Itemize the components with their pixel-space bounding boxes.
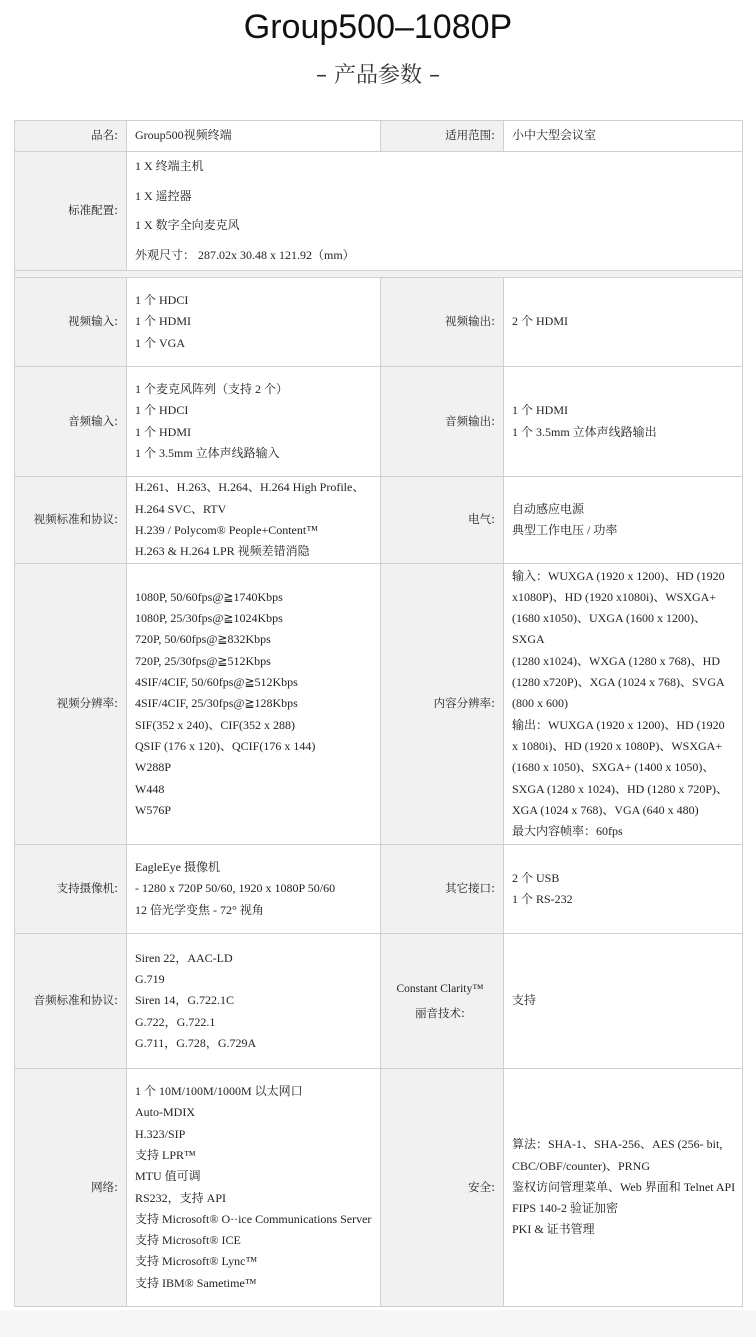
clarity-label-line: 丽音技术: bbox=[415, 1006, 465, 1020]
spec-line: 自动感应电源 bbox=[512, 501, 585, 516]
spec-line: (1680 x1050)、UXGA (1600 x 1200)、SXGA bbox=[512, 611, 706, 647]
spec-line: (800 x 600) bbox=[512, 696, 568, 711]
audio-input-value bbox=[127, 367, 381, 477]
spec-line: (1680 x 1050)、SXGA+ (1400 x 1050)、 bbox=[512, 760, 715, 775]
video-resolution-value bbox=[127, 564, 381, 845]
spec-line: H.239 / Polycom® People+Content™ bbox=[135, 523, 318, 537]
spec-line: QSIF (176 x 120)、QCIF(176 x 144) bbox=[135, 738, 316, 753]
spec-line: 支持 IBM® Sametime™ bbox=[135, 1275, 257, 1290]
spec-line: H.264 SVC、RTV bbox=[135, 501, 227, 516]
other-ports-value bbox=[504, 845, 743, 934]
spec-row bbox=[15, 477, 743, 564]
camera-label: 支持摄像机: bbox=[15, 845, 127, 934]
spec-line: SIF(352 x 240)、CIF(352 x 288) bbox=[135, 717, 296, 732]
spec-line: 1080P, 25/30fps@≧1024Kbps bbox=[135, 611, 283, 626]
spec-line: 4SIF/4CIF, 25/30fps@≧128Kbps bbox=[135, 696, 298, 711]
spec-line: 1080P, 50/60fps@≧1740Kbps bbox=[135, 589, 283, 604]
camera-value bbox=[127, 845, 381, 934]
spec-row bbox=[15, 564, 743, 845]
audio-output-value bbox=[504, 367, 743, 477]
clarity-label bbox=[381, 934, 504, 1069]
spec-line: XGA (1024 x 768)、VGA (640 x 480) bbox=[512, 802, 699, 817]
standard-config-value bbox=[127, 152, 743, 271]
spec-line: 1 个 3.5mm 立体声线路输入 bbox=[135, 445, 280, 460]
spec-line: RS232，支持 API bbox=[135, 1190, 227, 1205]
spec-line: PKI & 证书管理 bbox=[512, 1222, 595, 1237]
spec-line: 鉴权访问管理菜单、Web 界面和 Telnet API bbox=[512, 1179, 736, 1194]
spec-line: 1 个 3.5mm 立体声线路输出 bbox=[512, 424, 657, 439]
spec-table bbox=[14, 120, 743, 1307]
audio-standards-value bbox=[127, 934, 381, 1069]
spec-line: 1 个 HDMI bbox=[135, 424, 191, 439]
spec-line: 支持 Microsoft® Lync™ bbox=[135, 1254, 258, 1269]
video-input-value bbox=[127, 278, 381, 367]
content-resolution-value bbox=[504, 564, 743, 845]
spec-line: W448 bbox=[135, 781, 165, 796]
spec-line: 算法：SHA-1、SHA-256、AES (256- bit, bbox=[512, 1137, 723, 1152]
spec-line: x1080P)、HD (1920 x1080i)、WSXGA+ bbox=[512, 589, 717, 604]
spec-line: 支持 LPR™ bbox=[135, 1147, 196, 1162]
config-line: 1 X 终端主机 bbox=[135, 159, 204, 173]
spec-line: G.711，G.728，G.729A bbox=[135, 1035, 257, 1050]
spec-line: 1 个 RS-232 bbox=[512, 892, 573, 906]
spec-line: 4SIF/4CIF, 50/60fps@≧512Kbps bbox=[135, 675, 298, 690]
network-label: 网络: bbox=[15, 1069, 127, 1307]
video-output-label: 视频输出: bbox=[381, 278, 504, 367]
spec-line: W288P bbox=[135, 760, 171, 775]
standard-config-row bbox=[15, 152, 743, 271]
audio-standards-label: 音频标准和协议: bbox=[15, 934, 127, 1069]
spec-row bbox=[15, 278, 743, 367]
spec-line: 输出：WUXGA (1920 x 1200)、HD (1920 bbox=[512, 717, 725, 732]
spec-line: Siren 14，G.722.1C bbox=[135, 993, 235, 1008]
spec-line: 支持 Microsoft® O··ice Communications Server bbox=[135, 1211, 372, 1226]
spec-line: Auto-MDIX bbox=[135, 1105, 195, 1120]
spec-line: 最大内容帧率：60fps bbox=[512, 824, 623, 839]
spec-line: 支持 bbox=[512, 993, 537, 1008]
divider-cell bbox=[15, 271, 743, 278]
spec-line: 1 个 HDMI bbox=[512, 403, 568, 418]
spec-line: 12 倍光学变焦 - 72° 视角 bbox=[135, 902, 264, 917]
spec-line: W576P bbox=[135, 802, 171, 817]
spec-line: H.263 & H.264 LPR 视频差错消隐 bbox=[135, 544, 310, 559]
electrical-value bbox=[504, 477, 743, 564]
electrical-label: 电气: bbox=[381, 477, 504, 564]
config-line: 1 X 数字全向麦克风 bbox=[135, 218, 240, 232]
scope-value: 小中大型会议室 bbox=[504, 121, 743, 152]
spec-row bbox=[15, 934, 743, 1069]
product-name-label: 品名: bbox=[15, 121, 127, 152]
spec-line: 输入：WUXGA (1920 x 1200)、HD (1920 bbox=[512, 568, 725, 583]
spec-line: 1 个 10M/100M/1000M 以太网口 bbox=[135, 1084, 303, 1099]
audio-output-label: 音频输出: bbox=[381, 367, 504, 477]
bottom-strip bbox=[0, 1310, 756, 1337]
spec-line: G.722，G.722.1 bbox=[135, 1014, 216, 1029]
clarity-label-line: Constant Clarity™ bbox=[396, 983, 484, 995]
spec-line: FIPS 140-2 验证加密 bbox=[512, 1201, 619, 1216]
spec-line: SXGA (1280 x 1024)、HD (1280 x 720P)、 bbox=[512, 781, 729, 796]
video-resolution-label: 视频分辨率: bbox=[15, 564, 127, 845]
config-line: 1 X 遥控器 bbox=[135, 188, 192, 203]
spec-line: x 1080i)、HD (1920 x 1080P)、WSXGA+ bbox=[512, 738, 723, 753]
spec-line: 1 个 HDMI bbox=[135, 314, 191, 329]
spec-line: 1 个麦克风阵列（支持 2 个） bbox=[135, 381, 289, 396]
spec-line: EagleEye 摄像机 bbox=[135, 860, 220, 875]
video-standards-label: 视频标准和协议: bbox=[15, 477, 127, 564]
product-row bbox=[15, 121, 743, 152]
clarity-value bbox=[504, 934, 743, 1069]
section-divider bbox=[15, 271, 743, 278]
spec-line: (1280 x720P)、XGA (1024 x 768)、SVGA bbox=[512, 675, 725, 690]
spec-line: 1 个 HDCI bbox=[135, 403, 189, 418]
spec-line: 720P, 25/30fps@≧512Kbps bbox=[135, 653, 271, 668]
spec-row bbox=[15, 367, 743, 477]
spec-line: 720P, 50/60fps@≧832Kbps bbox=[135, 632, 271, 647]
product-name-value: Group500视频终端 bbox=[127, 121, 381, 152]
network-value bbox=[127, 1069, 381, 1307]
security-label: 安全: bbox=[381, 1069, 504, 1307]
spec-line: (1280 x1024)、WXGA (1280 x 768)、HD bbox=[512, 653, 720, 668]
video-output-value bbox=[504, 278, 743, 367]
scope-label: 适用范围: bbox=[381, 121, 504, 152]
spec-line: CBC/OBF/counter)、PRNG bbox=[512, 1158, 651, 1173]
spec-line: Siren 22，AAC-LD bbox=[135, 950, 233, 965]
spec-line: 2 个 HDMI bbox=[512, 314, 568, 329]
content-resolution-label: 内容分辨率: bbox=[381, 564, 504, 845]
standard-config-label: 标准配置: bbox=[15, 152, 127, 271]
spec-line: 支持 Microsoft® ICE bbox=[135, 1233, 241, 1248]
audio-input-label: 音频输入: bbox=[15, 367, 127, 477]
spec-line: - 1280 x 720P 50/60, 1920 x 1080P 50/60 bbox=[135, 881, 336, 896]
video-standards-value bbox=[127, 477, 381, 564]
page-title: Group500–1080P bbox=[243, 8, 513, 46]
config-line: 外观尺寸： 287.02x 30.48 x 121.92（mm） bbox=[135, 247, 355, 262]
spec-row bbox=[15, 1069, 743, 1307]
other-ports-label: 其它接口: bbox=[381, 845, 504, 934]
security-value bbox=[504, 1069, 743, 1307]
spec-line: H.261、H.263、H.264、H.264 High Profile、 bbox=[135, 480, 365, 495]
spec-line: H.323/SIP bbox=[135, 1126, 186, 1141]
spec-line: MTU 值可调 bbox=[135, 1169, 201, 1184]
spec-line: 2 个 USB bbox=[512, 870, 560, 885]
spec-row bbox=[15, 845, 743, 934]
page-subtitle: – 产品参数 – bbox=[316, 63, 440, 88]
spec-line: 1 个 VGA bbox=[135, 335, 185, 350]
spec-line: 1 个 HDCI bbox=[135, 293, 189, 308]
video-input-label: 视频输入: bbox=[15, 278, 127, 367]
spec-line: G.719 bbox=[135, 972, 165, 987]
spec-line: 典型工作电压 / 功率 bbox=[512, 523, 618, 537]
